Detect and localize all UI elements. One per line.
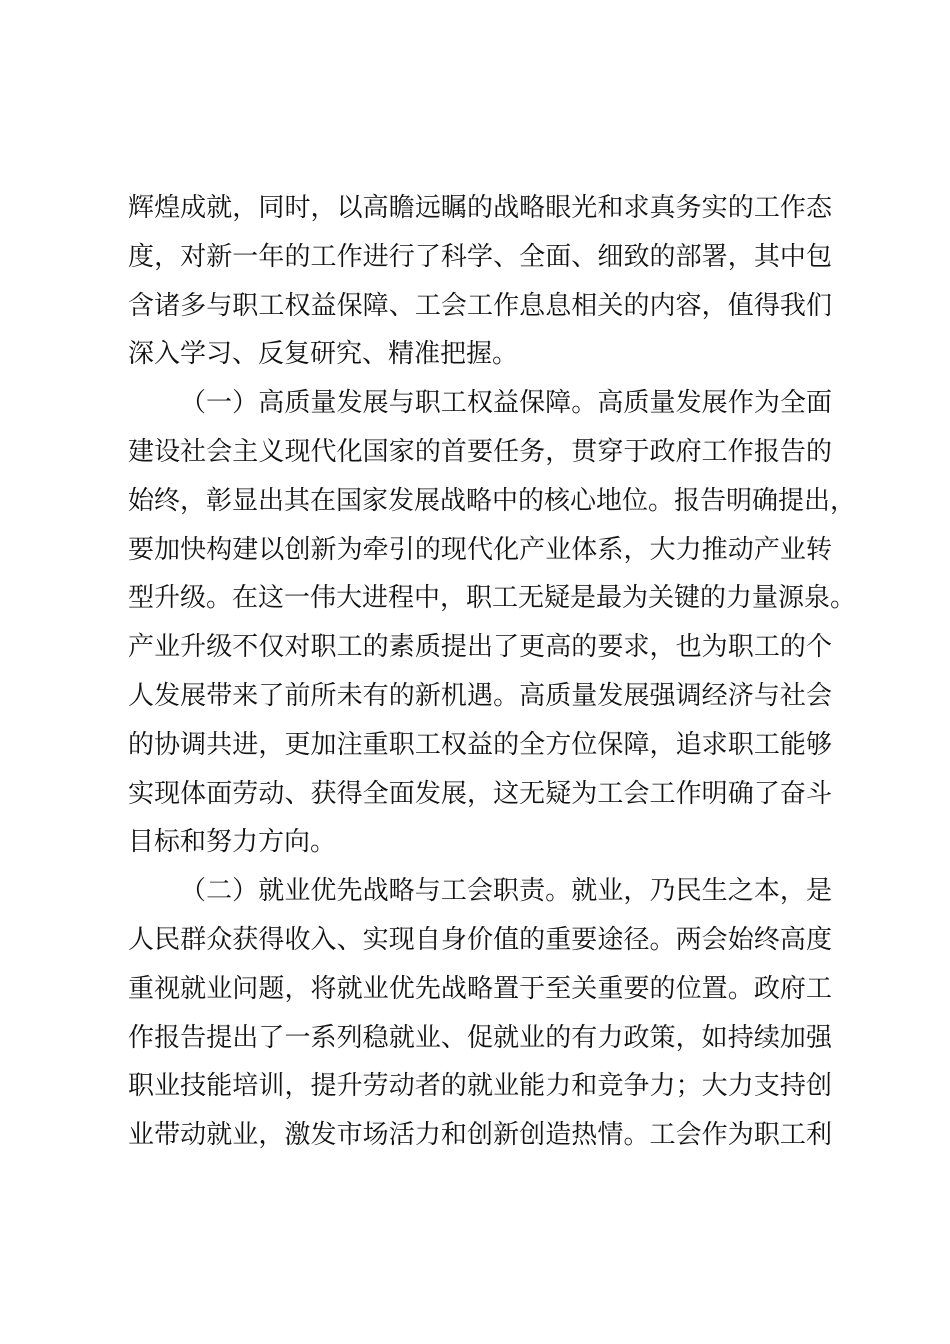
text-line: 要加快构建以创新为牵引的现代化产业体系，大力推动产业转 — [128, 534, 832, 565]
text-line: 度，对新一年的工作进行了科学、全面、细致的部署，其中包 — [128, 241, 832, 272]
text-line: 目标和努力方向。 — [128, 827, 337, 858]
text-line: 含诸多与职工权益保障、工会工作息息相关的内容，值得我们 — [128, 290, 832, 321]
text-line: 职业技能培训，提升劳动者的就业能力和竞争力；大力支持创 — [128, 1071, 832, 1102]
section-heading-line: （一）高质量发展与职工权益保障。高质量发展作为全面 — [180, 388, 832, 419]
text-line: 辉煌成就，同时，以高瞻远瞩的战略眼光和求真务实的工作态 — [128, 193, 832, 223]
text-line: 深入学习、反复研究、精准把握。 — [128, 339, 519, 370]
text-line: 重视就业问题，将就业优先战略置于至关重要的位置。政府工 — [128, 973, 832, 1004]
section-heading-line: （二）就业优先战略与工会职责。就业，乃民生之本，是 — [180, 876, 832, 907]
text-line: 人发展带来了前所未有的新机遇。高质量发展强调经济与社会 — [128, 680, 832, 711]
text-line: 的协调共进，更加注重职工权益的全方位保障，追求职工能够 — [128, 729, 832, 760]
text-line: 始终，彰显出其在国家发展战略中的核心地位。报告明确提出， — [128, 485, 857, 516]
text-line: 业带动就业，激发市场活力和创新创造热情。工会作为职工利 — [128, 1120, 832, 1151]
text-line: 人民群众获得收入、实现自身价值的重要途径。两会始终高度 — [128, 924, 832, 955]
text-line: 作报告提出了一系列稳就业、促就业的有力政策，如持续加强 — [128, 1022, 832, 1053]
text-line: 实现体面劳动、获得全面发展，这无疑为工会工作明确了奋斗 — [128, 778, 832, 809]
text-line: 型升级。在这一伟大进程中，职工无疑是最为关键的力量源泉。 — [128, 583, 857, 614]
text-line: 建设社会主义现代化国家的首要任务，贯穿于政府工作报告的 — [128, 436, 832, 467]
body-text — [128, 184, 857, 1160]
text-line: 产业升级不仅对职工的素质提出了更高的要求，也为职工的个 — [128, 632, 832, 663]
